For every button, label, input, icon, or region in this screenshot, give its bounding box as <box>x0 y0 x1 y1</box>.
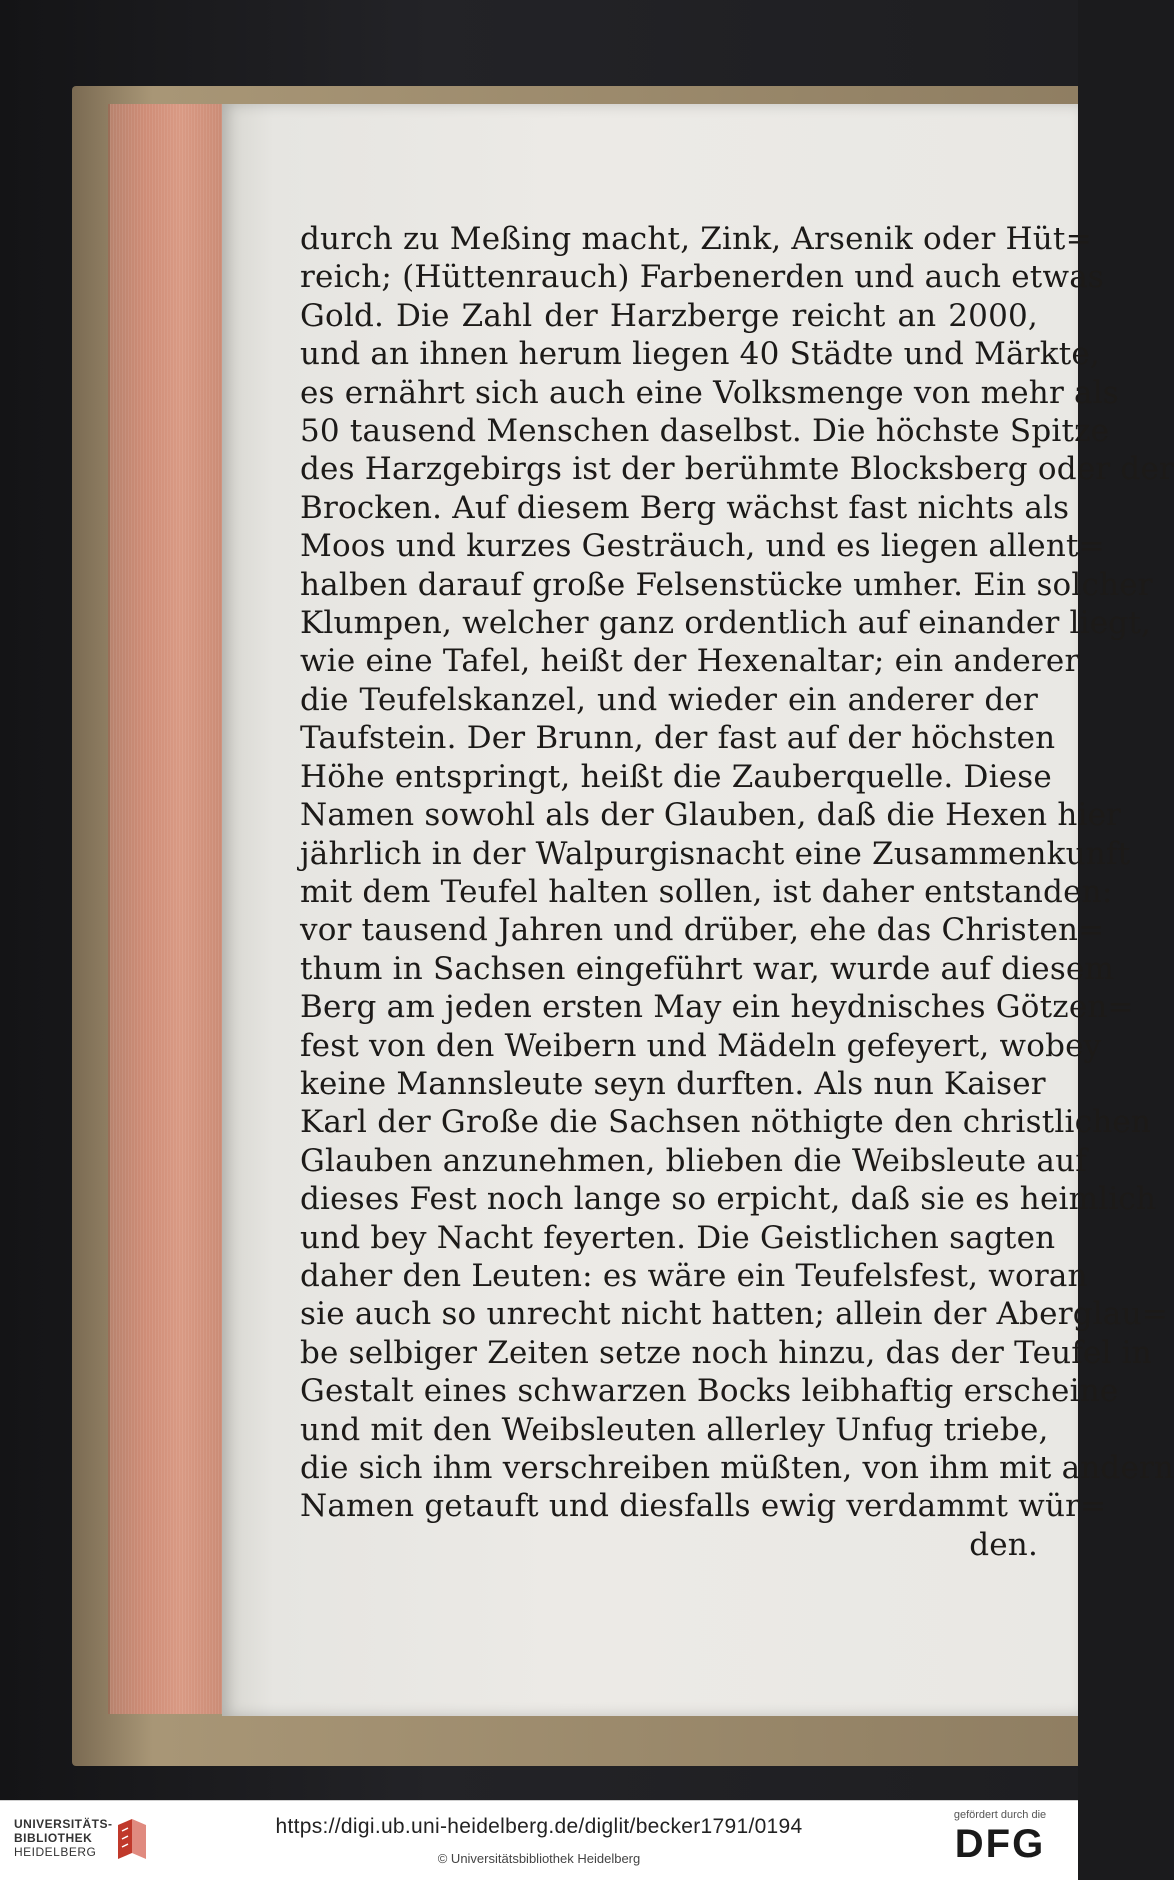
funding-label: gefördert durch die <box>953 1809 1047 1821</box>
permalink-url[interactable]: https://digi.ub.uni-heidelberg.de/diglit/becker1791/0194 <box>275 1815 803 1838</box>
text-line: dieses Fest noch lange so erpicht, daß sie es heimlich <box>300 1181 1157 1218</box>
text-line: Höhe entspringt, heißt die Zauberquelle. Diese <box>300 758 1052 795</box>
text-line: vor tausend Jahren und drüber, ehe das Christen= <box>300 912 1105 949</box>
text-line: Klumpen, welcher ganz ordentlich auf einander liegt, <box>300 605 1152 642</box>
text-line: wie eine Tafel, heißt der Hexenaltar; ein anderer <box>300 643 1080 680</box>
text-line: die Teufelskanzel, und wieder ein anderer der <box>300 681 1038 718</box>
text-line: daher den Leuten: es wäre ein Teufelsfest, woran <box>300 1257 1088 1294</box>
funding-credit <box>940 1809 1060 1867</box>
text-line: Gold. Die Zahl der Harzberge reicht an 2000, <box>300 297 1038 334</box>
text-line: Taufstein. Der Brunn, der fast auf der höchsten <box>300 720 1056 757</box>
dfg-logo: DFG <box>954 1822 1046 1866</box>
text-line: es ernährt sich auch eine Volksmenge von mehr als <box>300 374 1119 411</box>
viewer-footer <box>0 1800 1078 1880</box>
text-line: Berg am jeden ersten May ein heydnisches Götzen= <box>300 989 1134 1026</box>
text-line: und an ihnen herum liegen 40 Städte und Märkte, <box>300 336 1100 373</box>
page-text <box>300 220 1174 1564</box>
text-line: keine Mannsleute seyn durften. Als nun Kaiser <box>300 1065 1046 1102</box>
text-line: Moos und kurzes Gesträuch, und es liegen allent= <box>300 528 1105 565</box>
text-line: Brocken. Auf diesem Berg wächst fast nichts als <box>300 489 1070 526</box>
text-line: Karl der Große die Sachsen nöthigte den christlichen <box>300 1104 1152 1141</box>
text-line: des Harzgebirgs ist der berühmte Blocksberg oder der <box>300 451 1174 488</box>
text-line: jährlich in der Walpurgisnacht eine Zusammenkunft <box>300 835 1131 872</box>
text-line: durch zu Meßing macht, Zink, Arsenik oder Hüt= <box>300 221 1092 257</box>
copyright-notice: © Universitätsbibliothek Heidelberg <box>437 1851 641 1866</box>
library-name-line1: UNIVERSITÄTS- <box>14 1817 113 1831</box>
text-line: reich; (Hüttenrauch) Farbenerden und auch etwas <box>300 259 1104 296</box>
library-name-line3: HEIDELBERG <box>14 1845 97 1859</box>
text-line: Gestalt eines schwarzen Bocks leibhaftig erscheine <box>300 1373 1119 1410</box>
catchword: den. <box>969 1526 1038 1563</box>
text-line: be selbiger Zeiten setze noch hinzu, das der Teufel in <box>300 1334 1152 1371</box>
text-line: und bey Nacht feyerten. Die Geistlichen sagten <box>300 1219 1056 1256</box>
text-line: thum in Sachsen eingeführt war, wurde auf diesem <box>300 950 1115 987</box>
text-line: die sich ihm verschreiben müßten, von ihm mit andern <box>300 1450 1174 1486</box>
text-line: fest von den Weibern und Mädeln gefeyert, wobey <box>300 1027 1102 1064</box>
text-line: Glauben anzunehmen, blieben die Weibsleute auf <box>300 1142 1087 1179</box>
text-line: mit dem Teufel halten sollen, ist daher entstanden: <box>300 873 1113 910</box>
text-line: und mit den Weibsleuten allerley Unfug triebe, <box>300 1411 1049 1448</box>
text-line: 50 tausend Menschen daselbst. Die höchste Spitze <box>300 413 1110 450</box>
library-name-line2: BIBLIOTHEK <box>14 1831 93 1845</box>
text-line: Namen getauft und diesfalls ewig verdammt wür= <box>300 1488 1107 1525</box>
text-line: sie auch so unrecht nicht hatten; allein der Aberglau= <box>300 1296 1168 1333</box>
text-line: halben darauf große Felsenstücke umher. Ein solcher <box>300 566 1153 603</box>
page-edge <box>108 104 228 1714</box>
text-line: Namen sowohl als der Glauben, daß die Hexen hier <box>300 797 1122 834</box>
